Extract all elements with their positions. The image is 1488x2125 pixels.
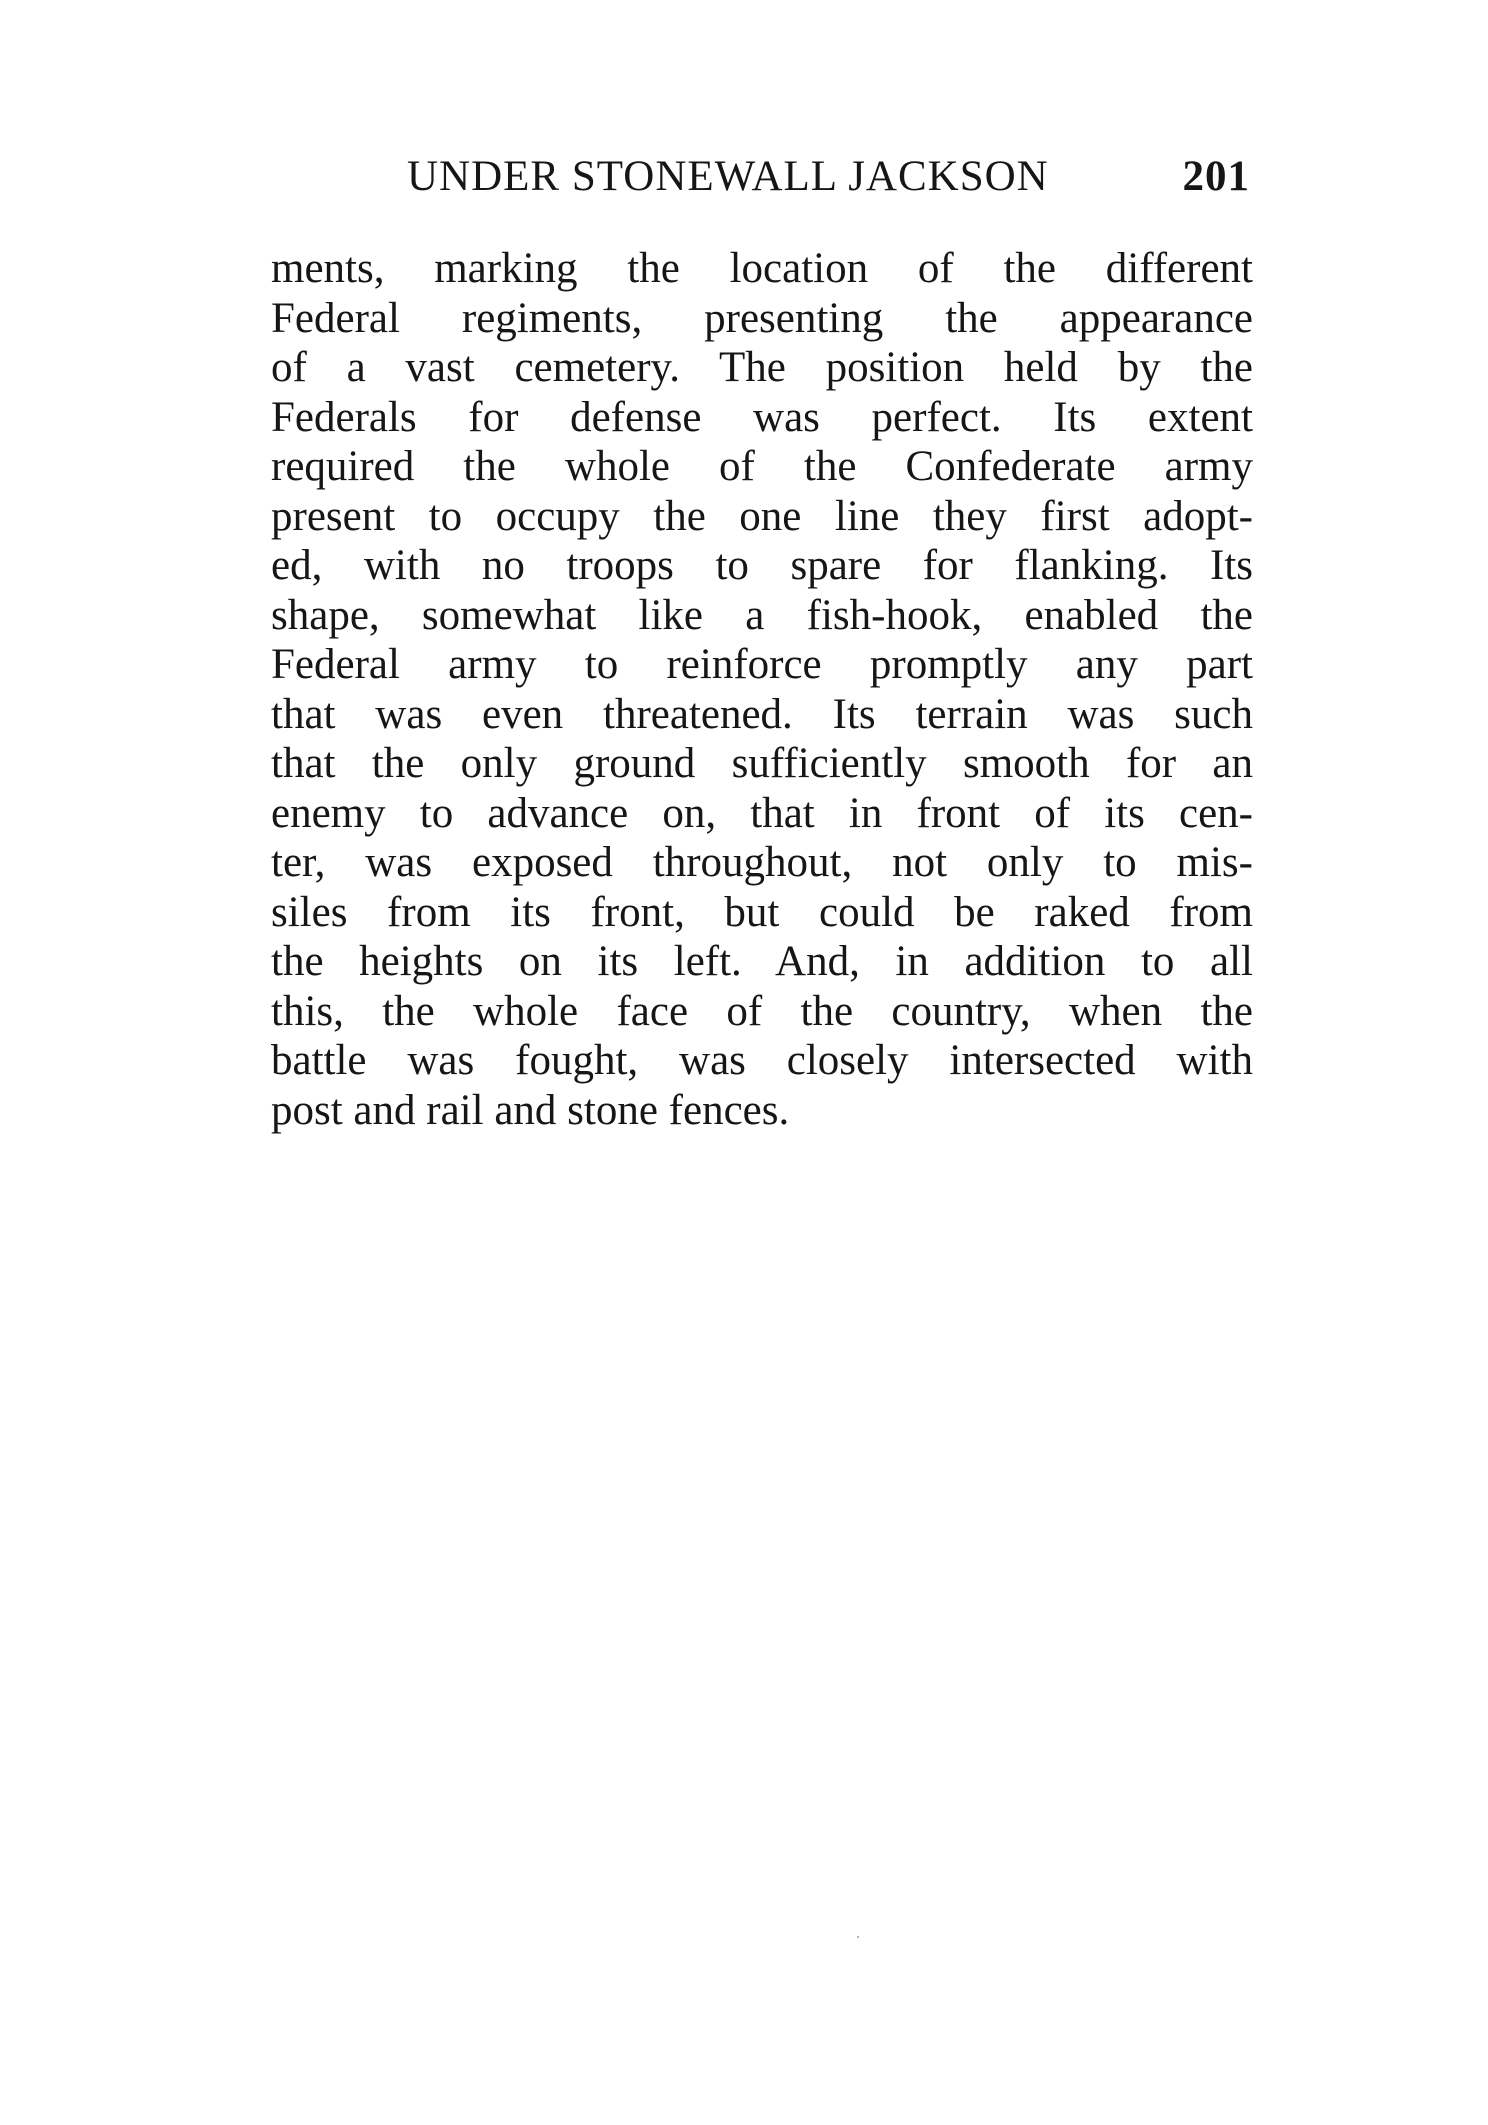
body-paragraph: [271, 244, 1253, 1135]
text-line: required the whole of the Confederate army: [271, 443, 1253, 490]
text-line: that the only ground sufficiently smooth for an: [271, 740, 1253, 787]
text-line: that was even threatened. Its terrain was such: [271, 690, 1253, 738]
text-line: siles from its front, but could be raked from: [271, 888, 1253, 936]
scan-speck: [857, 1936, 859, 1938]
text-line: ter, was exposed throughout, not only to mis-: [271, 839, 1253, 886]
page-number: 201: [1182, 153, 1250, 200]
text-line: shape, somewhat like a fish-hook, enabled the: [271, 591, 1253, 639]
text-line: Federal regiments, presenting the appearance: [271, 294, 1253, 342]
running-head: [407, 152, 1250, 212]
text-line: this, the whole face of the country, when the: [271, 987, 1253, 1035]
text-line: the heights on its left. And, in addition to all: [271, 938, 1253, 985]
running-title: UNDER STONEWALL JACKSON: [407, 153, 1049, 200]
text-line: ments, marking the location of the different: [271, 245, 1253, 292]
text-line: enemy to advance on, that in front of its cen-: [271, 789, 1253, 837]
text-line: Federals for defense was perfect. Its extent: [271, 393, 1253, 441]
text-line: present to occupy the one line they first adopt-: [271, 492, 1253, 540]
text-line: post and rail and stone fences.: [271, 1086, 790, 1134]
text-line: Federal army to reinforce promptly any part: [271, 641, 1253, 688]
text-line: of a vast cemetery. The position held by the: [271, 344, 1253, 391]
text-line: ed, with no troops to spare for flanking. Its: [271, 542, 1253, 589]
text-line: battle was fought, was closely intersected with: [271, 1037, 1253, 1084]
